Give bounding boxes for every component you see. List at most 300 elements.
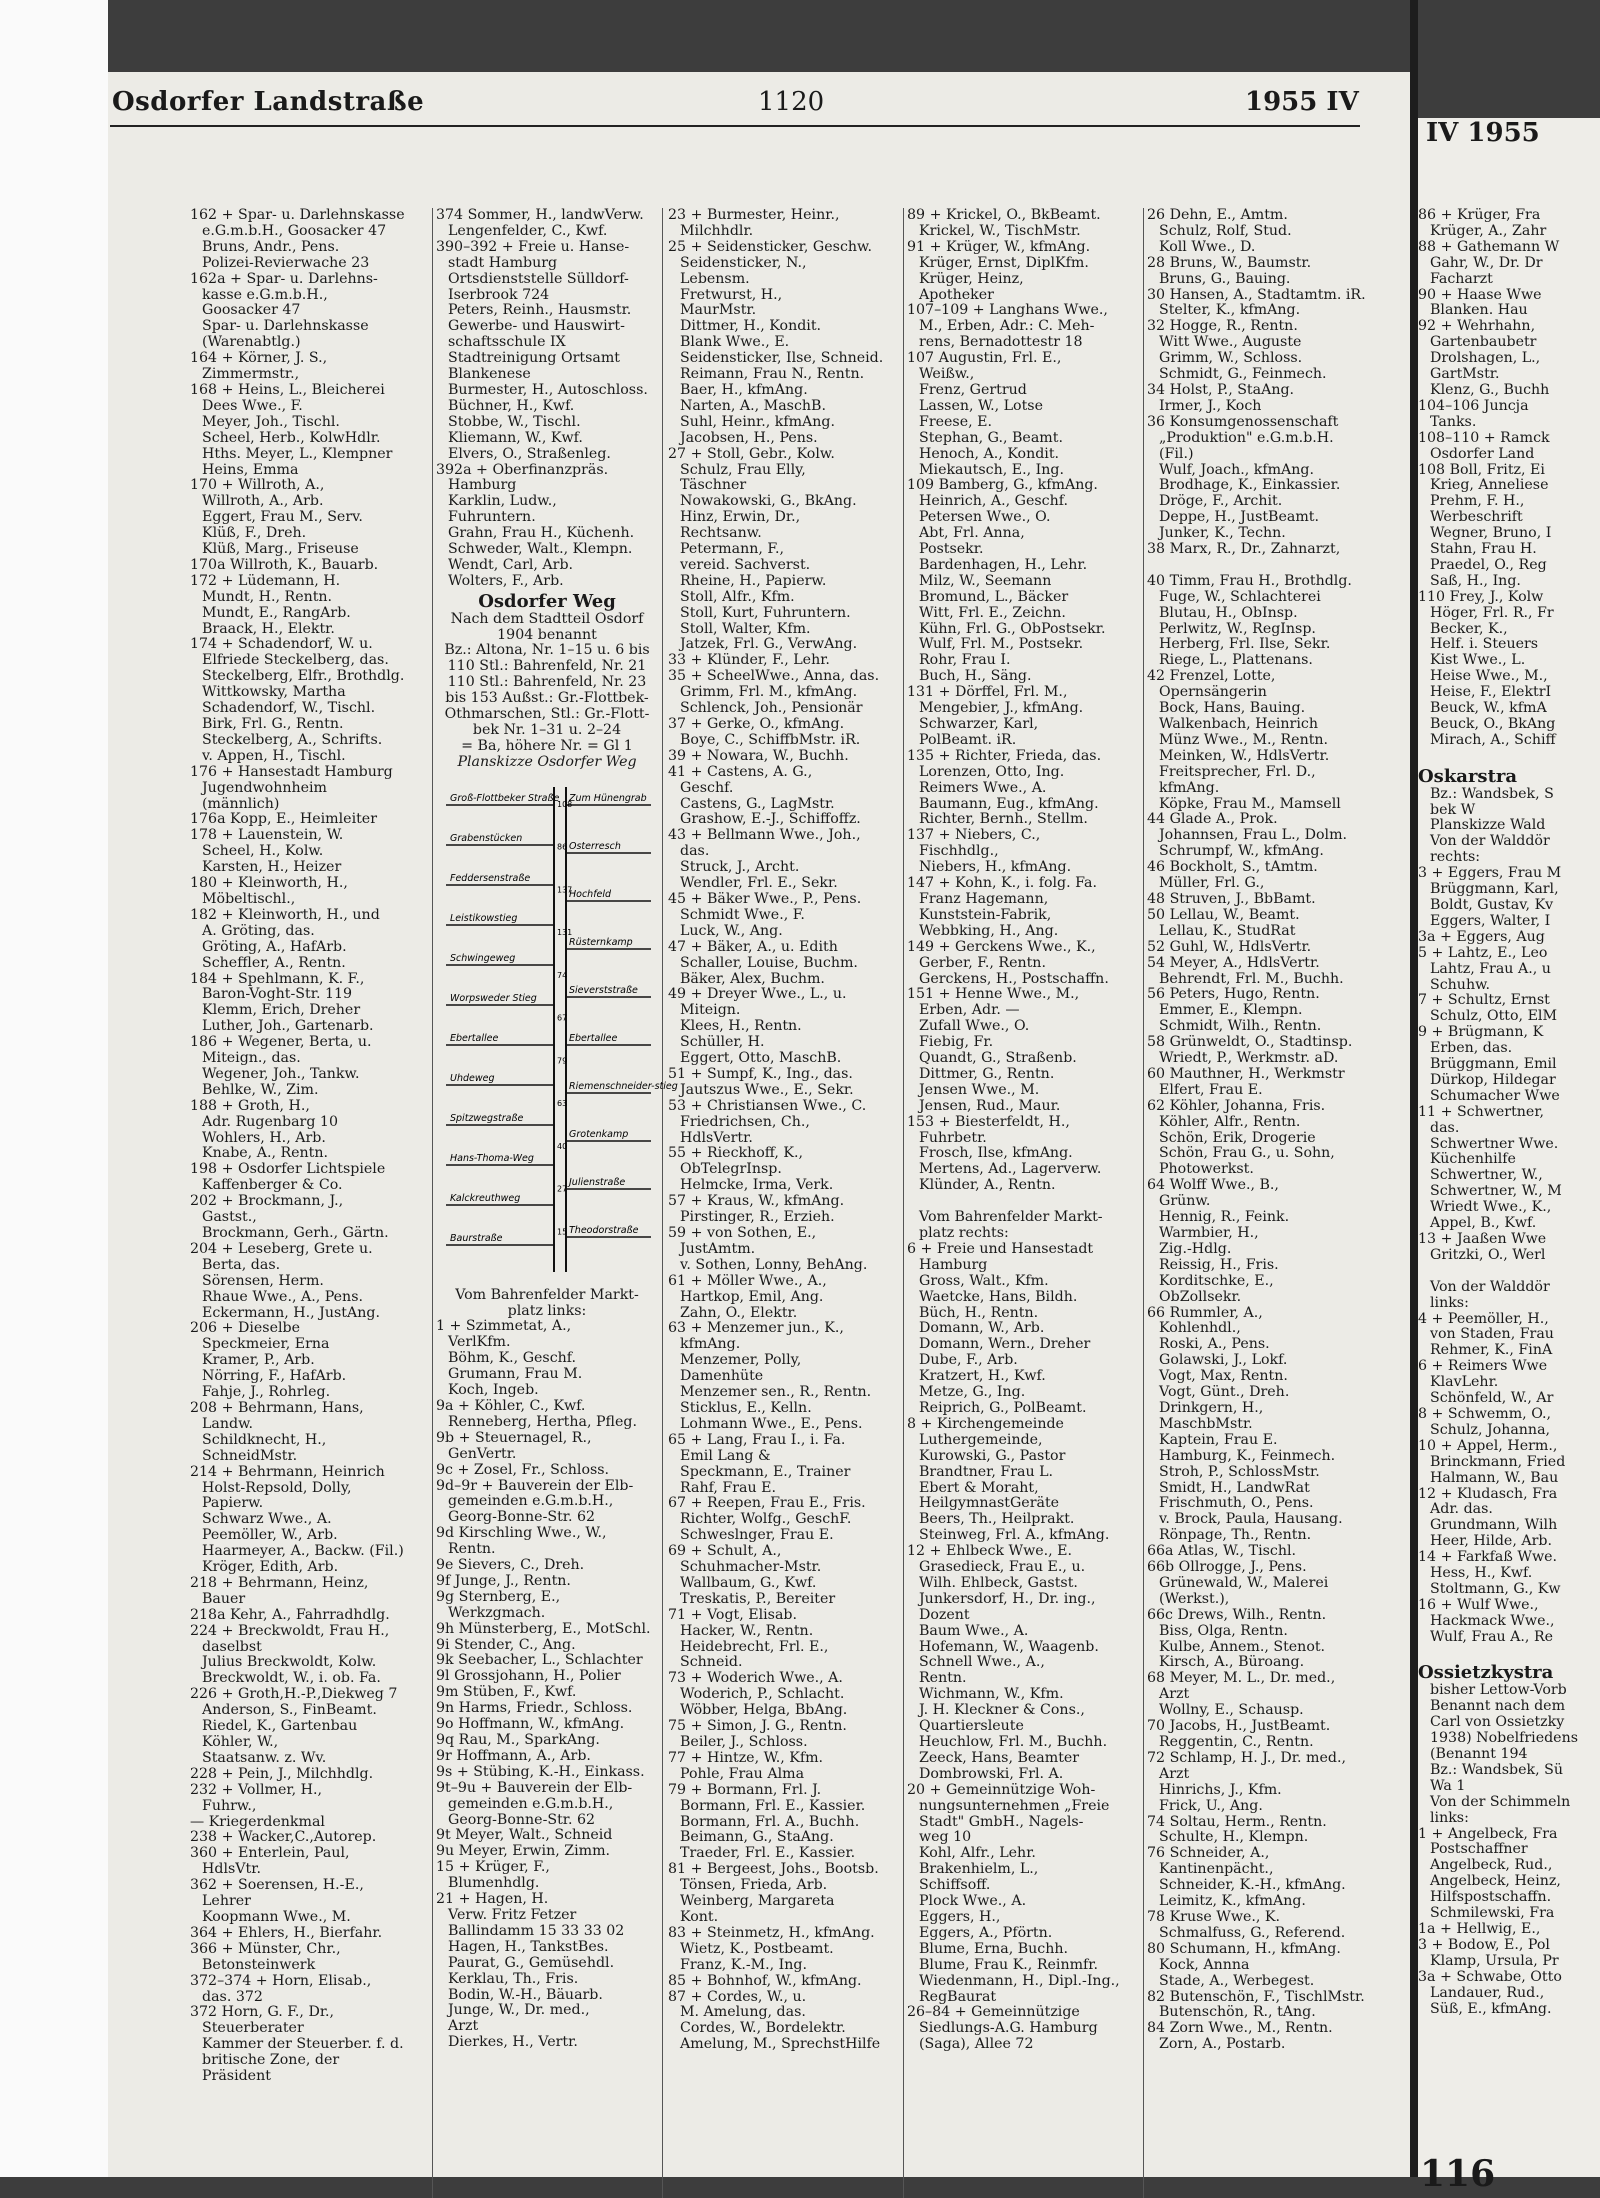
directory-entry-line: Domann, Wern., Dreher <box>919 1336 1091 1353</box>
directory-entry-line: Saß, H., Ing. <box>1430 572 1521 589</box>
directory-entry-line: Peters, Reinh., Hausmstr. <box>448 302 632 319</box>
directory-entry-line: Schön, Frau G., u. Sohn, <box>1159 1145 1335 1162</box>
directory-entry-line: Stoltmann, G., Kw <box>1430 1580 1561 1597</box>
directory-entry-line: e.G.m.b.H., Goosacker 47 <box>202 222 387 239</box>
directory-entry-line: Irmer, J., Koch <box>1159 397 1262 414</box>
directory-entry-line: Steckelberg, Elfr., Brothdlg. <box>202 668 405 685</box>
directory-entry-line: 362 + Soerensen, H.-E., <box>190 1877 364 1894</box>
directory-entry-line: Peemöller, W., Arb. <box>202 1527 338 1544</box>
directory-entry-line: Wollny, E., Schausp. <box>1159 1702 1304 1719</box>
directory-entry-line: 9c + Zosel, Fr., Schloss. <box>436 1461 610 1478</box>
directory-entry-line: Landw. <box>202 1415 254 1432</box>
directory-entry-line: Seidensticker, N., <box>680 254 807 271</box>
directory-entry-line: Kurowski, G., Pastor <box>919 1447 1066 1464</box>
directory-entry-line: Rahf, Frau E. <box>680 1479 776 1496</box>
directory-entry-line: 108 Boll, Fritz, Ei <box>1418 461 1545 478</box>
directory-entry-line: A. Gröting, das. <box>202 922 315 939</box>
directory-entry-line: von Staden, Frau <box>1430 1326 1554 1343</box>
directory-entry-line: Baron-Voght-Str. 119 <box>202 986 353 1003</box>
directory-entry-line: Kohl, Alfr., Lehr. <box>919 1845 1036 1862</box>
directory-entry-line: Hilfspostschaffn. <box>1430 1889 1552 1906</box>
directory-entry-line: Mertens, Ad., Lagerverw. <box>919 1161 1102 1178</box>
directory-entry-line: Hofemann, W., Waagenb. <box>919 1638 1099 1655</box>
directory-entry-line: 178 + Lauenstein, W. <box>190 827 344 844</box>
directory-entry-line: Cordes, W., Bordelektr. <box>680 2020 846 2037</box>
directory-entry-line: 218 + Behrmann, Heinz, <box>190 1574 369 1591</box>
directory-entry-line: daselbst <box>202 1638 262 1655</box>
directory-entry-line: Seidensticker, Ilse, Schneid. <box>680 350 884 367</box>
directory-entry-line: 214 + Behrmann, Heinrich <box>190 1463 385 1480</box>
directory-entry-line: Polizei-Revierwache 23 <box>202 254 370 271</box>
directory-entry-line: 9o Hoffmann, W., kfmAng. <box>436 1716 625 1733</box>
directory-entry-line: 43 + Bellmann Wwe., Joh., <box>668 827 861 844</box>
directory-entry-line: Heise, F., ElektrI <box>1430 684 1552 701</box>
directory-entry-line: Dozent <box>919 1606 970 1623</box>
directory-entry-line: Papierw. <box>202 1495 264 1512</box>
directory-entry-line: Bormann, Frl. E., Kassier. <box>680 1797 866 1814</box>
directory-entry-line: rechts: <box>1430 849 1481 866</box>
directory-entry-line: 9g Sternberg, E., <box>436 1588 561 1605</box>
directory-entry-line: Jautszus Wwe., E., Sekr. <box>680 1081 854 1098</box>
directory-entry-line: SchneidMstr. <box>202 1447 298 1464</box>
directory-entry-line: Geschf. <box>680 779 734 796</box>
directory-entry-line: Herberg, Frl. Ilse, Sekr. <box>1159 636 1331 653</box>
directory-entry-line: Eggers, A., Pförtn. <box>919 1924 1053 1941</box>
directory-entry-line: Elvers, O., Straßenleg. <box>448 445 611 462</box>
column-2-top-entries <box>436 208 658 590</box>
directory-entry-line: 110 Frey, J., Kolw <box>1418 588 1544 605</box>
directory-entry-line: 107 Augustin, Frl. E., <box>907 350 1062 367</box>
directory-entry-line: M., Erben, Adr.: C. Meh- <box>919 318 1095 335</box>
directory-entry-line: Fiebig, Fr. <box>919 1034 994 1051</box>
directory-entry-line: Speckmeier, Erna <box>202 1336 330 1353</box>
directory-entry-line: links: <box>1430 1294 1469 1311</box>
map-house-number: 27 <box>557 1184 568 1194</box>
directory-entry-line: Schaller, Louise, Buchm. <box>680 954 858 971</box>
map-street-label: Ebertallee <box>569 1032 618 1044</box>
directory-entry-line: Dürkop, Hildegar <box>1430 1071 1556 1088</box>
directory-entry-line: Leimitz, K., kfmAng. <box>1159 1893 1306 1910</box>
directory-entry-line: Rheine, H., Papierw. <box>680 572 827 589</box>
directory-entry-line: 39 + Nowara, W., Buchh. <box>668 747 849 764</box>
directory-entry-line: 26 Dehn, E., Amtm. <box>1147 207 1288 223</box>
directory-entry-line: Waetcke, Hans, Bildh. <box>919 1288 1078 1305</box>
directory-entry-line: Narten, A., MaschB. <box>680 397 826 414</box>
directory-entry-line: 64 Wolff Wwe., B., <box>1147 1177 1279 1194</box>
directory-entry-line: 83 + Steinmetz, H., kfmAng. <box>668 1924 875 1941</box>
directory-entry-line: 147 + Kohn, K., i. folg. Fa. <box>907 875 1098 892</box>
header-year: 1955 IV <box>1245 87 1359 117</box>
directory-entry-line: Birk, Frl. G., Rentn. <box>202 716 344 732</box>
directory-entry-line: Sticklus, E., Kelln. <box>680 1399 812 1416</box>
map-street-label: Uhdeweg <box>450 1072 495 1084</box>
directory-entry-line: Schiffsoff. <box>919 1877 991 1894</box>
directory-entry-line: Koch, Ingeb. <box>448 1382 539 1399</box>
directory-entry-line: 66 Rummler, A., <box>1147 1304 1263 1321</box>
directory-entry-line: Beimann, G., StaAng. <box>680 1829 834 1846</box>
directory-entry-line: 9s + Stübing, K.-H., Einkass. <box>436 1763 645 1780</box>
directory-entry-line: Münz Wwe., M., Rentn. <box>1159 731 1329 748</box>
directory-entry-line: Schumacher Wwe <box>1430 1087 1560 1104</box>
directory-entry-line: PolBeamt. iR. <box>919 731 1017 748</box>
directory-entry-line: 81 + Bergeest, Johs., Bootsb. <box>668 1861 879 1878</box>
directory-entry-line: Bz.: Wandsbek, Sü <box>1430 1761 1563 1778</box>
directory-column-5 <box>1147 208 1387 2178</box>
directory-entry-line: Klünder, A., Rentn. <box>919 1177 1056 1194</box>
directory-entry-line: Wilh. Ehlbeck, Gastst. <box>919 1574 1078 1591</box>
directory-entry-line: Emil Lang & <box>680 1447 771 1464</box>
directory-entry-line: Praedel, O., Reg <box>1430 556 1547 573</box>
directory-column-3 <box>668 208 900 2178</box>
directory-entry-line: Othmarschen, Stl.: Gr.-Flott- <box>444 706 650 723</box>
directory-entry-line: Täschner <box>680 477 747 494</box>
directory-entry-line: Junge, W., Dr. med., <box>448 2002 590 2019</box>
directory-entry-line: Schmidt, Wilh., Rentn. <box>1159 1018 1322 1035</box>
directory-entry-line: Angelbeck, Rud., <box>1430 1857 1553 1874</box>
directory-entry-line: Stelter, K., kfmAng. <box>1159 302 1301 319</box>
directory-entry-line: Reggentin, C., Rentn. <box>1159 1734 1314 1750</box>
directory-entry-line: Tanks. <box>1430 413 1477 430</box>
directory-entry-line: rens, Bernadottestr 18 <box>919 334 1083 351</box>
directory-entry-line: Menzemer, Polly, <box>680 1352 802 1369</box>
directory-entry-line: Mundt, H., Rentn. <box>202 588 333 605</box>
directory-entry-line: Gastst., <box>202 1209 257 1226</box>
directory-entry-line: Bormann, Frl. A., Buchh. <box>680 1813 860 1830</box>
directory-entry-line: Kist Wwe., L. <box>1430 652 1526 669</box>
map-street-label: Kalckreuthweg <box>450 1192 521 1204</box>
directory-entry-line: Haarmeyer, A., Backw. (Fil.) <box>202 1543 404 1560</box>
directory-entry-line: Petersen Wwe., O. <box>919 509 1051 526</box>
directory-entry-line: Reiprich, G., PolBeamt. <box>919 1399 1087 1416</box>
directory-entry-line: 208 + Behrmann, Hans, <box>190 1399 364 1416</box>
directory-entry-line: Dittmer, G., Rentn. <box>919 1065 1055 1082</box>
directory-entry-line: Spar- u. Darlehnskasse <box>202 318 369 335</box>
directory-entry-line: Blank Wwe., E. <box>680 334 790 351</box>
directory-entry-line: Blutau, H., ObInsp. <box>1159 604 1298 621</box>
directory-entry-line: 67 + Reepen, Frau E., Fris. <box>668 1495 866 1512</box>
directory-entry-line: Erben, Adr. — <box>919 1002 1020 1019</box>
directory-entry-line: bek W <box>1430 801 1476 818</box>
directory-entry-line: 30 Hansen, A., Stadtamtm. iR. <box>1147 286 1366 303</box>
directory-entry-line: Rentn. <box>448 1541 496 1558</box>
directory-entry-line: Junkersdorf, H., Dr. ing., <box>919 1590 1096 1607</box>
directory-entry-line: Klüß, Marg., Friseuse <box>202 541 359 558</box>
directory-entry-line: 74 Soltau, Herm., Rentn. <box>1147 1813 1327 1830</box>
directory-entry-line: Hinz, Erwin, Dr., <box>680 509 801 526</box>
directory-entry-line: Schnell Wwe., A., <box>919 1654 1045 1671</box>
directory-entry-line: Amelung, M., SprechstHilfe <box>680 2036 881 2053</box>
directory-entry-line: schaftsschule IX <box>448 334 566 351</box>
directory-entry-line: Rohr, Frau I. <box>919 652 1011 669</box>
directory-entry-line: kfmAng. <box>680 1336 741 1353</box>
directory-entry-line: Quartiersleute <box>919 1718 1024 1735</box>
directory-entry-line: 109 Bamberg, G., kfmAng. <box>907 477 1098 494</box>
directory-entry-line <box>1147 558 1387 574</box>
map-house-number: 63 <box>557 1098 568 1108</box>
directory-entry-line: Jugendwohnheim <box>202 779 328 796</box>
directory-entry-line: 9q Rau, M., SparkAng. <box>436 1732 600 1748</box>
directory-entry-line: Kunststein-Fabrik, <box>919 906 1052 923</box>
directory-entry-line: 206 + Dieselbe <box>190 1320 300 1337</box>
directory-entry-line: Steuerberater <box>202 2020 304 2037</box>
column-divider <box>432 208 433 2198</box>
directory-entry-line: 110 Stl.: Bahrenfeld, Nr. 23 <box>447 674 647 691</box>
directory-entry-line: Schulte, H., Klempn. <box>1159 1829 1309 1846</box>
directory-entry-line: Bodin, W.-H., Bäuarb. <box>448 1986 603 2003</box>
directory-entry-line: stadt Hamburg <box>448 254 558 271</box>
directory-entry-line: 170a Willroth, K., Bauarb. <box>190 556 379 573</box>
directory-entry-line: Scheel, Herb., KolwHdlr. <box>202 429 381 446</box>
directory-entry-line: Zimmermstr., <box>202 366 300 383</box>
directory-entry-line: 176a Kopp, E., Heimleiter <box>190 811 377 828</box>
directory-entry-line: weg 10 <box>919 1829 972 1846</box>
directory-entry-line: 55 + Rieckhoff, K., <box>668 1145 804 1162</box>
directory-entry-line: Grünewald, W., Malerei <box>1159 1574 1329 1591</box>
directory-entry-line: Grashow, E.-J., Schiffoffz. <box>680 811 861 828</box>
directory-entry-line: 40 Timm, Frau H., Brothdlg. <box>1147 572 1352 589</box>
directory-entry-line: 36 Konsumgenossenschaft <box>1147 413 1339 430</box>
directory-entry-line: Klemm, Erich, Dreher <box>202 1002 361 1019</box>
directory-entry-line: Fuhruntern. <box>448 509 536 526</box>
directory-entry-line: vereid. Sachverst. <box>680 556 811 573</box>
directory-entry-line: Gröting, A., HafArb. <box>202 938 347 955</box>
directory-entry-line: Oskarstra <box>1418 765 1518 787</box>
directory-entry-line: Luck, W., Ang. <box>680 922 783 939</box>
directory-entry-line: Möbeltischl., <box>202 890 296 907</box>
directory-entry-line: Gartenbaubetr <box>1430 334 1537 351</box>
directory-entry-line: 65 + Lang, Frau I., i. Fa. <box>668 1431 846 1448</box>
directory-entry-line: Meyer, Joh., Tischl. <box>202 413 340 430</box>
directory-entry-line: 58 Grünweldt, O., Stadtinsp. <box>1147 1034 1353 1051</box>
directory-entry-line: Arzt <box>448 2018 479 2035</box>
directory-entry-line: Frenz, Gertrud <box>919 381 1027 398</box>
directory-entry-line: Wulf, Frl. M., Postsekr. <box>919 636 1084 653</box>
directory-entry-line: Klees, H., Rentn. <box>680 1018 802 1035</box>
map-street-label: Zum Hünengrab <box>569 792 647 804</box>
map-house-number: 79 <box>557 1056 568 1066</box>
directory-entry-line: 10 + Appel, Herm., <box>1418 1437 1558 1454</box>
directory-entry-line: Berta, das. <box>202 1256 281 1273</box>
directory-entry-line: Grünw. <box>1159 1193 1211 1210</box>
directory-entry-line: Baer, H., kfmAng. <box>680 381 808 398</box>
directory-entry-line: HdlsVtr. <box>202 1861 261 1878</box>
directory-entry-line: Blume, Frau K., Reinmfr. <box>919 1956 1099 1973</box>
directory-entry-line: Schrumpf, W., kfmAng. <box>1159 843 1324 860</box>
map-house-number: 108 <box>557 799 573 809</box>
street-heading-osdorfer-weg: Osdorfer Weg <box>478 590 616 612</box>
directory-entry-line: 69 + Schult, A., <box>668 1543 782 1560</box>
map-title: Planskizze Osdorfer Weg <box>457 753 637 770</box>
directory-entry-line: Behlke, W., Zim. <box>202 1081 319 1098</box>
directory-entry-line: Benannt nach dem <box>1430 1698 1566 1715</box>
directory-entry-line: Schwarzer, Karl, <box>919 716 1039 732</box>
map-street-label: Worpsweder Stieg <box>450 992 537 1004</box>
directory-entry-line: Stahn, Frau H. <box>1430 541 1537 558</box>
directory-entry-line: Weinberg, Margareta <box>680 1893 835 1910</box>
directory-entry-line: Büchner, H., Kwf. <box>448 397 575 414</box>
directory-entry-line: 107–109 + Langhans Wwe., <box>907 302 1108 319</box>
directory-entry-line: 59 + von Sothen, E., <box>668 1225 817 1241</box>
directory-entry-line: Blumenhdlg. <box>448 1875 540 1892</box>
directory-entry-line: Damenhüte <box>680 1368 764 1385</box>
directory-entry-line: Heise Wwe., M., <box>1430 668 1548 685</box>
directory-entry-line: Kirsch, A., Büroang. <box>1159 1654 1305 1671</box>
directory-entry-line: 135 + Richter, Frieda, das. <box>907 747 1102 764</box>
directory-entry-line: Georg-Bonne-Str. 62 <box>448 1811 596 1828</box>
directory-entry-line: HdlsVertr. <box>680 1129 753 1146</box>
directory-entry-line: Brüggmann, Emil <box>1430 1056 1557 1073</box>
directory-entry-line: 53 + Christiansen Wwe., C. <box>668 1097 867 1114</box>
directory-entry-line: Von der Walddör <box>1430 833 1550 850</box>
directory-entry-line: 186 + Wegener, Berta, u. <box>190 1034 372 1051</box>
directory-entry-line: 392a + Oberfinanzpräs. <box>436 461 609 478</box>
directory-entry-line: Blanken. Hau <box>1430 302 1528 319</box>
directory-entry-line: Heidebrecht, Frl. E., <box>680 1638 829 1655</box>
directory-entry-line: Niebers, H., kfmAng. <box>919 859 1072 876</box>
directory-entry-line: 52 Guhl, W., HdlsVertr. <box>1147 938 1312 955</box>
directory-entry-line: Sörensen, Herm. <box>202 1272 324 1289</box>
directory-entry-line: Halmann, W., Bau <box>1430 1469 1559 1486</box>
directory-entry-line: 218a Kehr, A., Fahrradhdlg. <box>190 1606 390 1623</box>
directory-entry-line: 41 + Castens, A. G., <box>668 763 813 780</box>
directory-entry-line: Beiler, J., Schloss. <box>680 1734 808 1750</box>
directory-entry-line: 108–110 + Ramck <box>1418 429 1550 446</box>
directory-entry-line: Braack, H., Elektr. <box>202 620 335 637</box>
directory-entry-line: Schönfeld, W., Ar <box>1430 1390 1554 1407</box>
directory-entry-line: Roski, A., Pens. <box>1159 1336 1270 1353</box>
directory-entry-line: = Ba, höhere Nr. = Gl 1 <box>461 737 633 754</box>
directory-entry-line: 153 + Biesterfeldt, H., <box>907 1113 1070 1130</box>
directory-entry-line: Klamp, Ursula, Pr <box>1430 1952 1559 1969</box>
directory-entry-line: Von der Walddör <box>1430 1278 1550 1295</box>
directory-entry-line: Blankenese <box>448 366 531 383</box>
directory-entry-line: GartMstr. <box>1430 366 1500 383</box>
directory-entry-line: 9m Stüben, F., Kwf. <box>436 1684 577 1701</box>
directory-entry-line: Bz.: Altona, Nr. 1–15 u. 6 bis <box>444 642 650 659</box>
directory-entry-line: Böhm, K., Geschf. <box>448 1350 577 1367</box>
directory-entry-line: 16 + Wulf Wwe., <box>1418 1596 1539 1613</box>
directory-entry-line: Kantinenpächt., <box>1159 1861 1274 1878</box>
directory-entry-line: 8 + Schwemm, O., <box>1418 1405 1552 1422</box>
directory-entry-line: Helmcke, Irma, Verk. <box>680 1177 834 1194</box>
directory-entry-line: 70 Jacobs, H., JustBeamt. <box>1147 1718 1331 1735</box>
directory-entry-line: Mundt, E., RangArb. <box>202 604 351 621</box>
directory-entry-line: Appel, B., Kwf. <box>1430 1215 1537 1232</box>
directory-entry-line: Krüger, A., Zahr <box>1430 222 1547 239</box>
directory-entry-line: Plock Wwe., A. <box>919 1893 1027 1910</box>
directory-entry-line: Brandtner, Frau L. <box>919 1463 1054 1480</box>
directory-entry-line: Scheffler, A., Rentn. <box>202 954 346 971</box>
directory-entry-line: Castens, G., LagMstr. <box>680 795 835 812</box>
directory-entry-line: Wohlers, H., Arb. <box>202 1129 326 1146</box>
directory-entry-line: Ortsdienststelle Sülldorf- <box>448 270 629 287</box>
directory-entry-line: Emmer, E., Klempn. <box>1159 1002 1303 1019</box>
directory-entry-line: Brodhage, K., Einkassier. <box>1159 477 1341 494</box>
directory-entry-line: Nörring, F., HafArb. <box>202 1368 347 1385</box>
directory-entry-line: 1 + Angelbeck, Fra <box>1418 1825 1558 1842</box>
directory-entry-line: 1904 benannt <box>497 626 597 643</box>
directory-entry-line: Stobbe, W., Tischl. <box>448 413 581 430</box>
directory-entry-line: 63 + Menzemer jun., K., <box>668 1320 844 1337</box>
directory-entry-line: J. H. Kleckner & Cons., <box>919 1702 1085 1719</box>
directory-entry-line: Schmidt Wwe., F. <box>680 906 805 923</box>
map-street-label: Leistikowstieg <box>450 912 518 924</box>
directory-entry-line: Hths. Meyer, L., Klempner <box>202 445 393 462</box>
directory-entry-line: 7 + Schultz, Ernst <box>1418 992 1550 1009</box>
directory-entry-line: Dube, F., Arb. <box>919 1352 1018 1369</box>
directory-entry-line: Bock, Hans, Bauing. <box>1159 700 1306 717</box>
directory-entry-line: 9i Stender, C., Ang. <box>436 1636 576 1653</box>
directory-entry-line: 90 + Haase Wwe <box>1418 286 1542 303</box>
directory-entry-line: Wolters, F., Arb. <box>448 572 564 589</box>
map-street-label: Julienstraße <box>569 1176 626 1188</box>
directory-entry-line: 131 + Dörffel, Frl. M., <box>907 684 1068 701</box>
directory-entry-line: kasse e.G.m.b.H., <box>202 286 328 303</box>
directory-entry-line: 360 + Enterlein, Paul, <box>190 1845 350 1862</box>
directory-entry-line: Wallbaum, G., Kwf. <box>680 1574 817 1591</box>
directory-entry-line: Baumann, Eug., kfmAng. <box>919 795 1099 812</box>
directory-entry-line: Freitsprecher, Frl. D., <box>1159 763 1316 780</box>
directory-entry-line: Abt, Frl. Anna, <box>919 525 1025 542</box>
map-street-label: Baurstraße <box>450 1232 503 1244</box>
directory-entry-line: Schuhmacher-Mstr. <box>680 1559 822 1576</box>
directory-entry-line: 9t Meyer, Walt., Schneid <box>436 1827 613 1844</box>
directory-column-2 <box>436 207 678 2178</box>
directory-entry-line: VerlKfm. <box>448 1334 511 1351</box>
directory-entry-line: Beuck, W., kfmA <box>1430 700 1547 717</box>
directory-entry-line: Perlwitz, W., RegInsp. <box>1159 620 1316 637</box>
directory-entry-line: Postsekr. <box>919 541 984 558</box>
directory-entry-line: Stoll, Alfr., Kfm. <box>680 588 795 605</box>
map-street-label: Hans-Thoma-Weg <box>450 1152 534 1164</box>
directory-entry-line: kfmAng. <box>1159 779 1220 796</box>
directory-entry-line: 71 + Vogt, Elisab. <box>668 1606 798 1623</box>
directory-entry-line: links: <box>1430 1809 1469 1826</box>
map-street-label: Feddersenstraße <box>450 872 531 884</box>
directory-entry-line: Metze, G., Ing. <box>919 1384 1026 1401</box>
directory-entry-line: 44 Glade A., Prok. <box>1147 811 1278 828</box>
directory-entry-line: Blume, Erna, Buchh. <box>919 1940 1069 1957</box>
directory-entry-line: 9t–9u + Bauverein der Elb- <box>436 1779 633 1796</box>
directory-entry-line: Krüger, Ernst, DiplKfm. <box>919 254 1089 271</box>
directory-entry-line: bisher Lettow-Vorb <box>1430 1682 1567 1699</box>
directory-entry-line: Rhaue Wwe., A., Pens. <box>202 1288 363 1305</box>
directory-entry-line: v. Brock, Paula, Hausang. <box>1159 1511 1343 1528</box>
directory-entry-line: Henoch, A., Kondit. <box>919 445 1060 462</box>
directory-entry-line: Prehm, F. H., <box>1430 493 1525 510</box>
directory-entry-line: 57 + Kraus, W., kfmAng. <box>668 1193 845 1210</box>
directory-entry-line: Becker, K., <box>1430 620 1508 637</box>
directory-entry-line: Vom Bahrenfelder Markt- <box>919 1209 1103 1226</box>
directory-entry-line: 26–84 + Gemeinnützige <box>907 2004 1080 2021</box>
directory-entry-line: v. Sothen, Lonny, BehAng. <box>680 1256 868 1273</box>
directory-entry-line: 8 + Kirchengemeinde <box>907 1415 1064 1432</box>
directory-entry-line: 374 Sommer, H., landwVerw. <box>436 207 644 223</box>
directory-entry-line: (Saga), Allee 72 <box>919 2036 1034 2053</box>
directory-entry-line: Erben, das. <box>1430 1040 1513 1057</box>
directory-entry-line: Stadtreinigung Ortsamt <box>448 350 621 367</box>
directory-entry-line: Korditschke, E., <box>1159 1272 1274 1289</box>
directory-entry-line: Milchhdlr. <box>680 222 754 239</box>
directory-entry-line: Friedrichsen, Ch., <box>680 1113 810 1130</box>
directory-entry-line: Wegener, Joh., Tankw. <box>202 1065 360 1082</box>
directory-entry-line: Hartkop, Emil, Ang. <box>680 1288 824 1305</box>
directory-entry-line: ObTelegrInsp. <box>680 1161 782 1178</box>
directory-entry-line: Luther, Joh., Gartenarb. <box>202 1018 374 1035</box>
directory-entry-line: Frick, U., Ang. <box>1159 1797 1263 1814</box>
directory-entry-line: 84 Zorn Wwe., M., Rentn. <box>1147 2020 1333 2037</box>
directory-entry-line: 198 + Osdorfer Lichtspiele <box>190 1161 386 1178</box>
